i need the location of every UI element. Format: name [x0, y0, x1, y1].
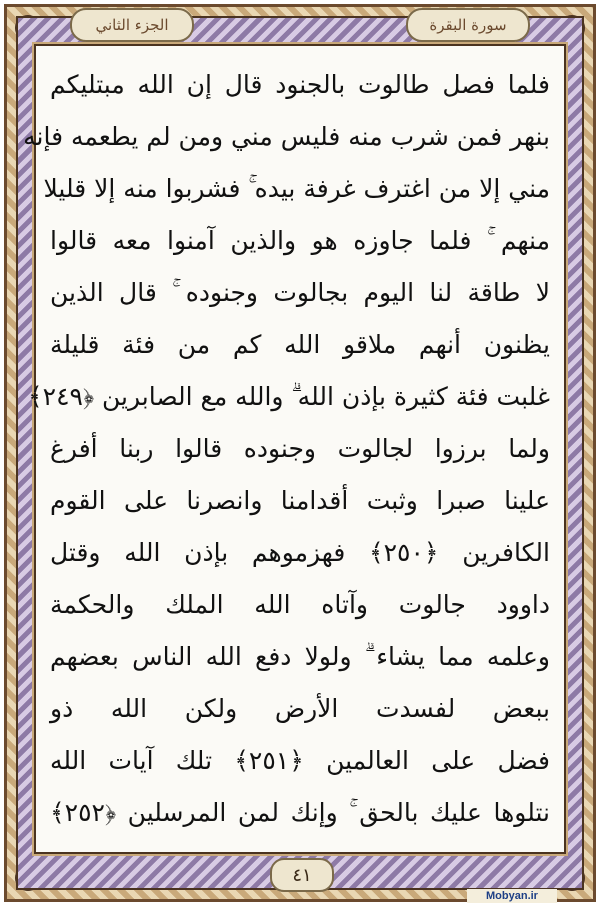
verse-line: الكافرين ﴿٢٥٠﴾ فهزموهم بإذن الله وقتل [50, 538, 550, 567]
site-watermark: Mobyan.ir [467, 889, 557, 903]
verse-line: ببعض لفسدت الأرض ولكن الله ذو [50, 694, 550, 723]
verse-line: فضل على العالمين ﴿٢٥١﴾ تلك آيات الله [50, 746, 551, 775]
verse-line: علينا صبرا وثبت أقدامنا وانصرنا على القوم [50, 486, 550, 515]
verse-line: بنهر فمن شرب منه فليس مني ومن لم يطعمه فإنه [23, 122, 550, 151]
verse-line: مني إلا من اغترف غرفة بيده ۚ فشربوا منه إلا قليلا [43, 174, 550, 203]
verse-line: وعلمه مما يشاء ۗ ولولا دفع الله الناس بعضهم [50, 642, 550, 671]
surah-label: سورة البقرة [406, 8, 530, 42]
verse-line: فلما فصل طالوت بالجنود قال إن الله مبتليكم [50, 70, 550, 99]
verse-line: ولما برزوا لجالوت وجنوده قالوا ربنا أفرغ [50, 434, 550, 463]
verse-line: نتلوها عليك بالحق ۚ وإنك لمن المرسلين ﴿٢٥٢﴾ [50, 798, 550, 827]
verse-line: داوود جالوت وآتاه الله الملك والحكمة [50, 590, 550, 619]
verse-line: غلبت فئة كثيرة بإذن الله ۗ والله مع الصابرين ﴿٢٤٩﴾ [28, 382, 550, 411]
juz-label: الجزء الثاني [70, 8, 194, 42]
verse-line: يظنون أنهم ملاقو الله كم من فئة قليلة [50, 330, 550, 359]
page-number: ٤١ [270, 858, 334, 892]
verse-line: لا طاقة لنا اليوم بجالوت وجنوده ۚ قال الذين [50, 278, 550, 307]
verse-lines [23, 62, 551, 842]
verse-line: منهم ۚ فلما جاوزه هو والذين آمنوا معه قالوا [50, 226, 550, 255]
